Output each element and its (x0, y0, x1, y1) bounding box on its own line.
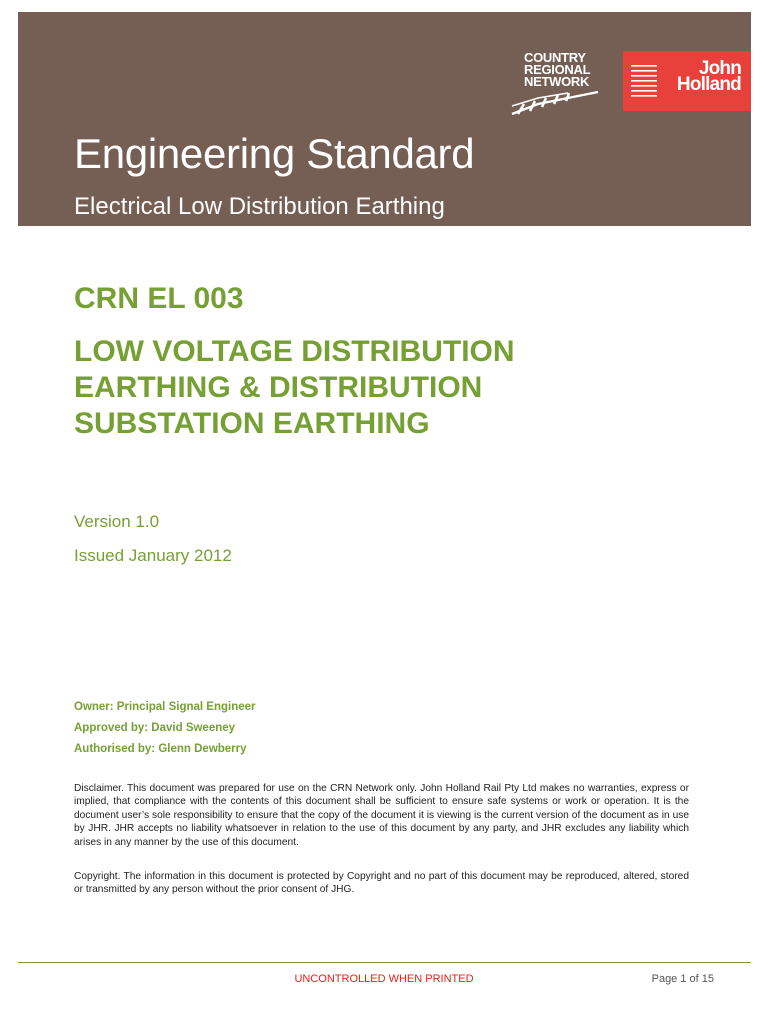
document-name-line-3: SUBSTATION EARTHING (74, 407, 430, 440)
document-code: CRN EL 003 (74, 282, 244, 315)
uncontrolled-notice: UNCONTROLLED WHEN PRINTED (294, 973, 474, 985)
footer-divider (18, 962, 751, 963)
approved-by-line: Approved by: David Sweeney (74, 722, 236, 734)
page-number: Page 1 of 15 (651, 973, 714, 985)
crn-logo (508, 52, 608, 124)
crn-logo-line-2: REGIONAL (524, 62, 591, 77)
page-subtitle: Electrical Low Distribution Earthing (74, 193, 445, 220)
disclaimer-paragraph: Disclaimer. This document was prepared for use on the CRN Network only. John Holland Rail Pty Ltd makes no warranties, express or implied, that compliance with the contents of this document shall be sufficient to ensure safe systems or work or operation. It is the document user’s sole responsibility to ensure that the copy of the document it is viewing is the current version of the document as in use by JHR. JHR accepts no liability whatsoever in relation to the use of this document by any party, and JHR excludes any liability which arises in any manner by the use of this document. (74, 783, 689, 848)
copyright-paragraph: Copyright. The information in this document is protected by Copyright and no part of this document may be reproduced, altered, stored or transmitted by any person without the prior consent of JHG. (74, 871, 689, 896)
crn-logo-line-3: NETWORK (524, 74, 590, 89)
john-holland-stripes-icon (631, 61, 657, 101)
john-holland-logo (623, 51, 751, 111)
crn-logo-text (524, 52, 590, 88)
john-holland-logo-text (676, 58, 741, 95)
document-version: Version 1.0 (74, 512, 160, 531)
document-name-line-1: LOW VOLTAGE DISTRIBUTION (74, 335, 515, 368)
john-holland-logo-line-2: Holland (676, 74, 741, 95)
authorised-by-line: Authorised by: Glenn Dewberry (74, 743, 247, 755)
rail-track-icon (508, 90, 600, 116)
header-banner (18, 12, 751, 226)
document-name (74, 334, 515, 442)
john-holland-logo-line-1: John (698, 58, 741, 79)
document-name-line-2: EARTHING & DISTRIBUTION (74, 371, 483, 404)
owner-line: Owner: Principal Signal Engineer (74, 701, 256, 713)
crn-logo-line-1: COUNTRY (524, 50, 586, 65)
document-roles (74, 697, 255, 760)
document-issued-date: Issued January 2012 (74, 546, 232, 565)
page-title: Engineering Standard (74, 130, 475, 177)
